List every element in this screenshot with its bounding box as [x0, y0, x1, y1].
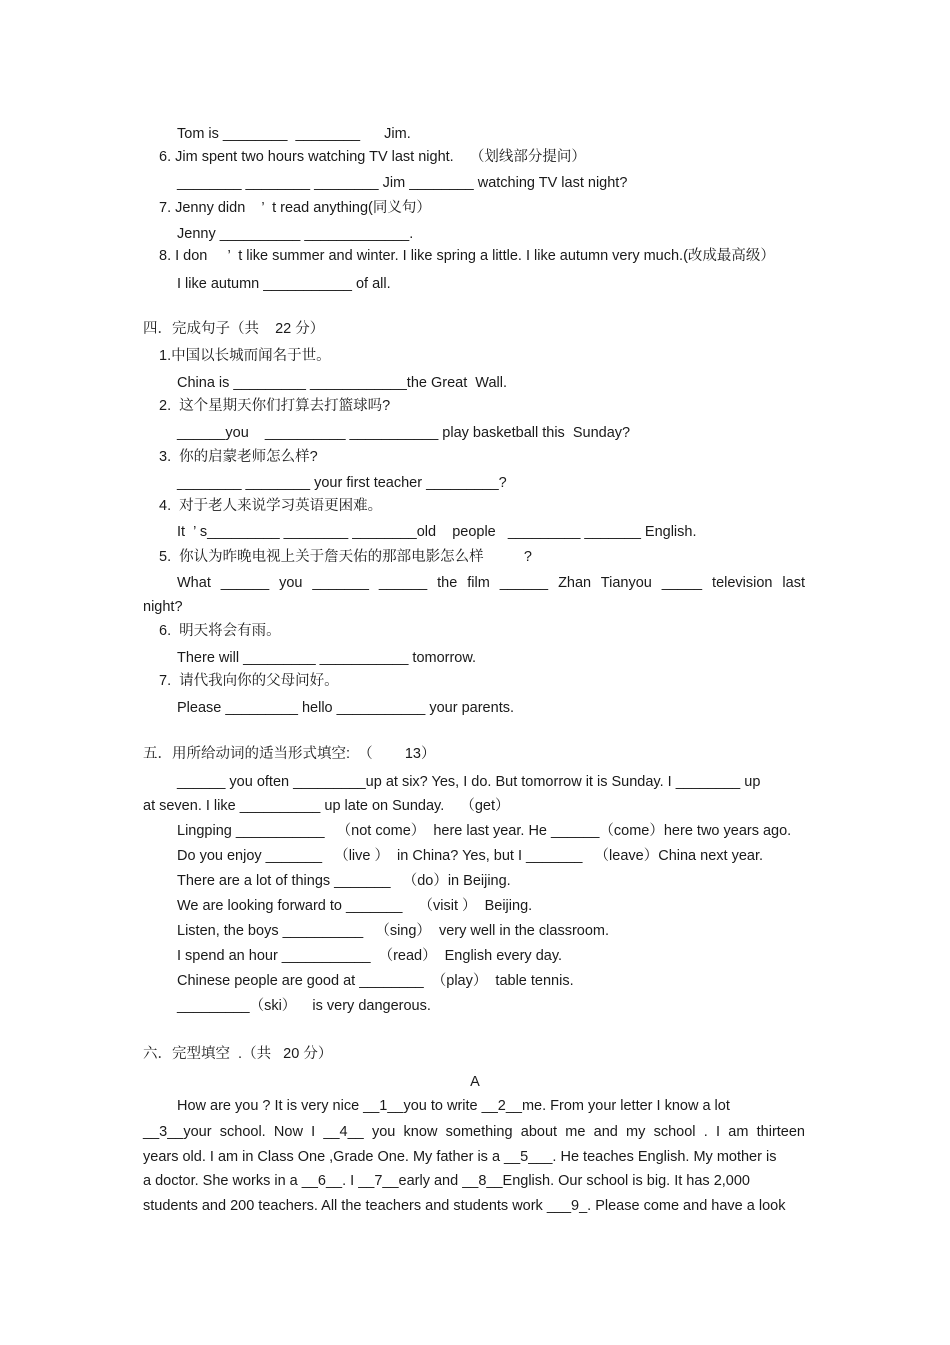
s4-question-2: 2. 这个星期天你们打算去打篮球吗?	[159, 398, 391, 414]
s6-line-2: __3__your school. Now I __4__ you know something about me and my school . I am thirteen	[143, 1124, 805, 1140]
s6-line-4: a doctor. She works in a __6__. I __7__early and __8__English. Our school is big. It has 2,000	[143, 1173, 750, 1189]
section6-subtitle: A	[470, 1074, 480, 1090]
s5-para1-line1: ______ you often _________up at six? Yes, I do. But tomorrow it is Sunday. I ________ up	[177, 774, 761, 790]
s4-question-3: 3. 你的启蒙老师怎么样?	[159, 449, 318, 465]
s3-question-7: 7. Jenny didn ’ t read anything(同义句）	[159, 200, 431, 216]
s4-question-7: 7. 请代我向你的父母问好。	[159, 673, 339, 689]
s5-line-7: Chinese people are good at ________ （play） table tennis.	[177, 973, 574, 989]
section5-title: 五．用所给动词的适当形式填空: （ 13）	[143, 746, 436, 762]
s4-answer-2: ______you __________ ___________ play basketball this Sunday?	[177, 425, 631, 441]
s4-question-4: 4. 对于老人来说学习英语更困难。	[159, 498, 383, 514]
s3-answer-line-1: Tom is ________ ________ Jim.	[177, 126, 411, 142]
s5-line-1: Lingping ___________ （not come） here last year. He ______（come）here two years ago.	[177, 823, 792, 839]
s4-answer-6: There will _________ ___________ tomorrow.	[177, 650, 477, 666]
s4-question-1: 1.中国以长城而闻名于世。	[159, 348, 331, 364]
s3-question-8: 8. I don ’ t like summer and winter. I like spring a little. I like autumn very much.(改成最高级）	[159, 248, 775, 264]
section4-title: 四．完成句子（共 22 分）	[143, 321, 325, 337]
s5-line-5: Listen, the boys __________ （sing） very well in the classroom.	[177, 923, 610, 939]
s5-line-2: Do you enjoy _______ （live ） in China? Yes, but I _______ （leave）China next year.	[177, 848, 764, 864]
s4-answer-5-line2: night?	[143, 599, 183, 615]
s4-question-6: 6. 明天将会有雨。	[159, 623, 281, 639]
section6-title: 六．完型填空 .（共 20 分）	[143, 1046, 333, 1062]
s4-answer-4: It ’ s_________ ________ ________old people _________ _______ English.	[177, 524, 697, 540]
s4-answer-5-line1: What ______ you _______ ______ the film ______ Zhan Tianyou _____ television last	[177, 575, 805, 591]
s3-answer-6: ________ ________ ________ Jim ________ watching TV last night?	[177, 175, 628, 191]
s4-answer-3: ________ ________ your first teacher _________?	[177, 475, 507, 491]
s6-line-5: students and 200 teachers. All the teachers and students work ___9_. Please come and have a look	[143, 1198, 786, 1214]
s6-line-1: How are you ? It is very nice __1__you to write __2__me. From your letter I know a lot	[177, 1098, 730, 1114]
s5-line-8: _________（ski） is very dangerous.	[177, 998, 431, 1014]
s3-answer-7: Jenny __________ _____________.	[177, 226, 414, 242]
s4-answer-1: China is _________ ____________the Great Wall.	[177, 375, 507, 391]
s4-answer-7: Please _________ hello ___________ your parents.	[177, 700, 514, 716]
s5-line-3: There are a lot of things _______ （do）in Beijing.	[177, 873, 511, 889]
s5-line-6: I spend an hour ___________ （read） English every day.	[177, 948, 563, 964]
s3-question-6: 6. Jim spent two hours watching TV last night. （划线部分提问）	[159, 149, 586, 165]
s5-line-4: We are looking forward to _______ （visit ） Beijing.	[177, 898, 533, 914]
s6-line-3: years old. I am in Class One ,Grade One. My father is a __5___. He teaches English. My mother is	[143, 1149, 777, 1165]
s4-question-5: 5. 你认为昨晚电视上关于詹天佑的那部电影怎么样 ?	[159, 549, 532, 565]
s3-answer-8: I like autumn ___________ of all.	[177, 276, 391, 292]
s5-para1-line2: at seven. I like __________ up late on Sunday. （get）	[143, 798, 510, 814]
